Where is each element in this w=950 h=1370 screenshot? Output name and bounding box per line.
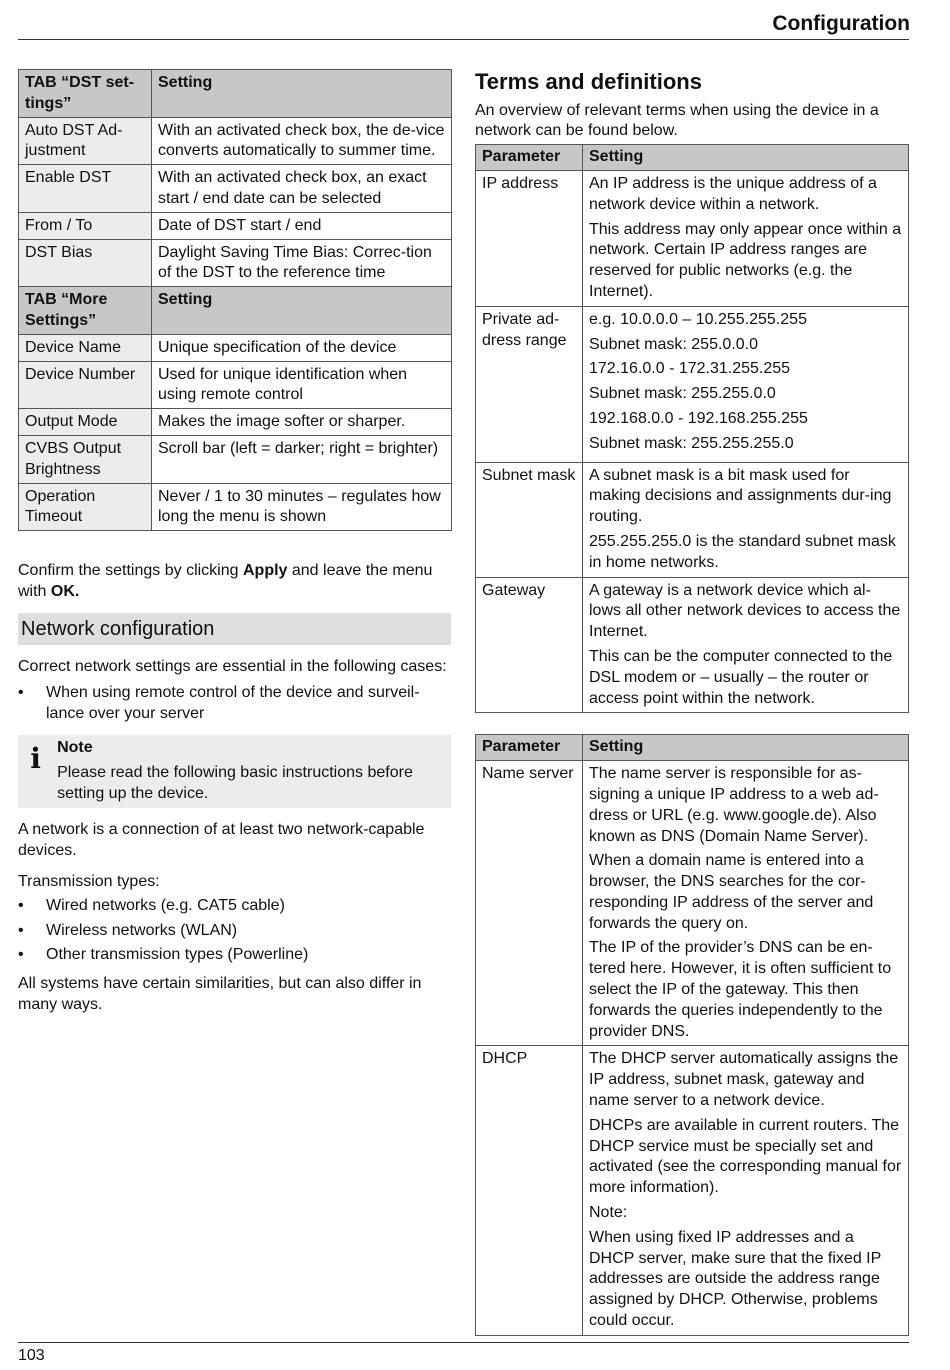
setting-text: Subnet mask: 255.255.255.0: [589, 434, 794, 452]
table-row: [476, 761, 909, 1046]
dst-settings-table: [18, 69, 452, 531]
setting-cell: Used for unique identification when using remote control: [152, 361, 452, 409]
setting-cell: Unique specification of the device: [152, 334, 452, 361]
setting-text: The name server is responsible for as-signing a unique IP address to a web ad-dress or URL (e.g. www.google.de). Also known as DNS (Domain Name Server).: [589, 765, 879, 845]
name-server-table: [475, 734, 909, 1336]
table-row: [19, 212, 452, 239]
setting-cell: [583, 306, 909, 462]
case-list: [18, 683, 451, 725]
setting-cell: With an activated check box, an exact start / end date can be selected: [152, 165, 452, 213]
header-cell: Parameter: [476, 735, 583, 761]
list-item: • Other transmission types (Powerline): [18, 945, 451, 966]
terms-table: [475, 144, 909, 713]
transmission-types-list: [18, 896, 451, 966]
setting-text: A gateway is a network device which al-lows all other network devices to access the Internet.: [589, 581, 901, 641]
parameter-cell: Subnet mask: [476, 462, 583, 577]
parameter-cell: Output Mode: [19, 409, 152, 436]
setting-text: The DHCP server automatically assigns the IP address, subnet mask, gateway and name server to a network device.: [589, 1050, 899, 1110]
table-row: [476, 306, 909, 462]
parameter-cell: Device Number: [19, 361, 152, 409]
table-row: [476, 462, 909, 577]
parameter-cell: Auto DST Ad-justment: [19, 117, 152, 165]
info-icon: i: [30, 741, 41, 775]
table-row: [19, 435, 452, 483]
confirm-text: and leave the menu with: [18, 562, 433, 600]
terms-section: [475, 68, 908, 1336]
network-definition: A network is a connection of at least two network-capable devices.: [18, 821, 425, 860]
header-cell: Setting: [152, 287, 452, 335]
setting-text: The IP of the provider’s DNS can be en-tered here. However, it is often sufficient to select the IP of the gateway. This then forwards the queries independently to the provider DNS.: [589, 939, 892, 1040]
header-cell: Setting: [583, 735, 909, 761]
table-header-row: [476, 145, 909, 171]
table-row: [476, 1046, 909, 1335]
parameter-cell: DHCP: [476, 1046, 583, 1335]
table-header-row: [19, 287, 452, 335]
setting-cell: [583, 577, 909, 713]
table-header-row: [19, 70, 452, 118]
ok-keyword: OK.: [50, 582, 80, 600]
setting-text: 172.16.0.0 - 172.31.255.255: [589, 360, 791, 378]
setting-cell: Scroll bar (left = darker; right = brighter): [152, 435, 452, 483]
setting-text: When using fixed IP addresses and a DHCP server, make sure that the fixed IP addresses are outside the address range assigned by DHCP. Otherwise, problems could occur.: [589, 1228, 881, 1330]
list-item: • When using remote control of the device and surveil-lance over your server: [18, 683, 451, 725]
setting-text: 192.168.0.0 - 192.168.255.255: [589, 409, 808, 427]
setting-text: e.g. 10.0.0.0 – 10.255.255.255: [589, 310, 807, 328]
network-configuration-heading: Network configuration: [18, 613, 451, 645]
setting-text: 255.255.255.0 is the standard subnet mask in home networks.: [589, 532, 896, 571]
header-cell: Setting: [583, 145, 909, 171]
table-row: [476, 577, 909, 713]
note-box: [18, 735, 451, 808]
table-row: [19, 361, 452, 409]
setting-cell: [583, 761, 909, 1046]
header-cell: Setting: [152, 70, 452, 118]
note-title: Note: [57, 738, 93, 756]
setting-cell: Daylight Saving Time Bias: Correc-tion of the DST to the reference time: [152, 239, 452, 287]
setting-text: A subnet mask is a bit mask used for making decisions and assignments dur-ing routing.: [589, 466, 892, 526]
setting-cell: [583, 1046, 909, 1335]
setting-text: This can be the computer connected to the DSL modem or – usually – the router or access point within the network.: [589, 647, 893, 707]
network-intro: Correct network settings are essential in the following cases:: [18, 657, 447, 675]
table-row: [476, 170, 909, 306]
terms-intro: An overview of relevant terms when using the device in a network can be found below.: [475, 101, 879, 140]
setting-text: When a domain name is entered into a browser, the DNS searches for the cor-responding IP address of the server and forwards the query on.: [589, 852, 874, 932]
table-row: [19, 165, 452, 213]
parameter-cell: Name server: [476, 761, 583, 1046]
parameter-cell: Gateway: [476, 577, 583, 713]
setting-text: Subnet mask: 255.255.0.0: [589, 385, 776, 403]
setting-cell: [583, 462, 909, 577]
header-cell: TAB “More Settings”: [19, 287, 152, 335]
setting-cell: Makes the image softer or sharper.: [152, 409, 452, 436]
header-divider: [18, 39, 909, 40]
confirm-text: Confirm the settings by clicking: [18, 562, 243, 579]
parameter-cell: Private ad-dress range: [476, 306, 583, 462]
table-header-row: [476, 735, 909, 761]
setting-cell: [583, 170, 909, 306]
table-row: [19, 239, 452, 287]
list-item: • Wired networks (e.g. CAT5 cable): [18, 896, 451, 917]
parameter-cell: Device Name: [19, 334, 152, 361]
parameter-cell: Operation Timeout: [19, 483, 152, 531]
table-row: [19, 409, 452, 436]
setting-text: Note:: [589, 1204, 628, 1222]
setting-text: An IP address is the unique address of a network device within a network.: [589, 174, 877, 213]
parameter-cell: CVBS Output Brightness: [19, 435, 152, 483]
setting-text: DHCPs are available in current routers. The DHCP service must be specially set and activated (see the corresponding manual for more information).: [589, 1116, 902, 1197]
terms-heading: Terms and definitions: [475, 69, 702, 94]
footer-divider: [18, 1342, 909, 1343]
setting-text: Subnet mask: 255.0.0.0: [589, 335, 758, 353]
page-number: 103: [18, 1347, 45, 1364]
header-cell: Parameter: [476, 145, 583, 171]
table-row: [19, 334, 452, 361]
confirm-paragraph: [18, 561, 451, 603]
transmission-types-intro: Transmission types:: [18, 872, 160, 890]
setting-cell: Never / 1 to 30 minutes – regulates how long the menu is shown: [152, 483, 452, 531]
list-item: • Wireless networks (WLAN): [18, 921, 451, 942]
note-text: Please read the following basic instructions before setting up the device.: [57, 763, 413, 802]
parameter-cell: From / To: [19, 212, 152, 239]
parameter-cell: Enable DST: [19, 165, 152, 213]
left-text-column: [18, 561, 451, 1022]
table-row: [19, 483, 452, 531]
setting-cell: Date of DST start / end: [152, 212, 452, 239]
setting-text: This address may only appear once within a network. Certain IP address ranges are reserved for public networks (e.g. the Internet).: [589, 220, 902, 300]
parameter-cell: DST Bias: [19, 239, 152, 287]
page-header-title: Configuration: [772, 12, 910, 35]
network-closing: All systems have certain similarities, but can also differ in many ways.: [18, 975, 422, 1013]
header-cell: TAB “DST set-tings”: [19, 70, 152, 118]
setting-cell: With an activated check box, the de-vice converts automatically to summer time.: [152, 117, 452, 165]
parameter-cell: IP address: [476, 170, 583, 306]
apply-keyword: Apply: [242, 562, 288, 579]
table-row: [19, 117, 452, 165]
